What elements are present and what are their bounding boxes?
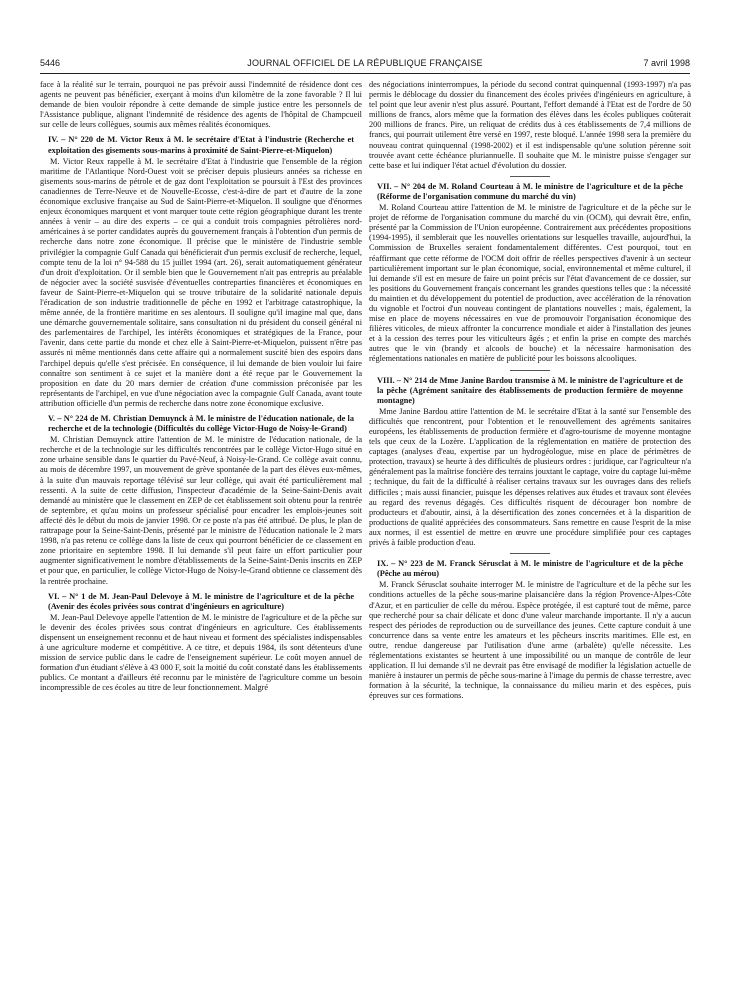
question-title: VI. – N° 1 de M. Jean-Paul Delevoye à M. le ministre de l'agriculture et de la pêche (Avenir des écoles privées sous contrat d'ingénieurs en agriculture): [48, 591, 354, 611]
question-title: V. – N° 224 de M. Christian Demuynck à M. le ministre de l'éducation nationale, de la recherche et de la technologie (Difficultés du collège Victor-Hugo de Noisy-le-Grand): [48, 414, 354, 434]
section-divider: [510, 176, 550, 177]
journal-title: JOURNAL OFFICIEL DE LA RÉPUBLIQUE FRANÇAISE: [247, 58, 483, 68]
right-column: [369, 80, 691, 980]
question-body: M. Roland Courteau attire l'attention de M. le ministre de l'agriculture et de la pêche sur le projet de réforme de l'organisation commune du marché du vin (OCM), qui devrait être, enfin, présenté par la Commission de l'Union européenne. Contrairement aux précédentes propositions (1994-1995), il semblerait que les nouvelles orientations sur lesquelles travaille, aujourd'hui, la Commission de Bruxelles seraient fondamentalement différentes. C'est pourquoi, tout en réaffirmant que cette réforme de l'OCM doit offrir de réelles perspectives d'avenir à un secteur particulièrement important sur le plan économique, social, environnemental et même culturel, il lui demande s'il est en mesure de faire un point précis sur l'état d'avancement de ce dossier, sur les positions du Gouvernement français concernant les grandes questions telles que : la nécessité du maintien et du développement du potentiel de production, avec accélération de la rénovation du vignoble et l'octroi d'un nouveau contingent de plantations nouvelles ; mais, également, la mise en place de moyens nécessaires en vue de promouvoir l'organisation économique des filières viticoles, de mieux affronter la concurrence mondiale et aider à l'installation des jeunes et à la cession des terres pour les viticulteurs âgés ; et enfin la prise en compte des marchés autres que le vin (brandy et alcools de bouche) et la nécessaire harmonisation des réglementations nationales en matière de publicité pour les boissons alcooliques.: [369, 203, 691, 364]
issue-date: 7 avril 1998: [643, 58, 690, 68]
question-body: M. Victor Reux rappelle à M. le secrétaire d'Etat à l'industrie que l'ensemble de la région maritime de l'Atlantique Nord-Ouest voit se préciser depuis plusieurs années sa richesse en gisements sous-marins de pétrole et de gaz dont l'exploitation se poursuit à l'Est des provinces canadiennes de Terre-Neuve et de Nouvelle-Ecosse, c'est-à-dire de part et d'autre de la zone économique exclusive française au Sud de Saint-Pierre-et-Miquelon. Il souligne que d'énormes enjeux économiques marquent et vont marquer toute cette région géographique durant les trente années à venir – au dire des experts – ce qui a conduit trois compagnies pétrolières nord-américaines à se porter candidates auprès du gouvernement français à l'obtention d'un permis de recherche dans notre zone économique. Il précise que le ministère de l'industrie semble privilégier la compagnie Gulf Canada qui bénéficierait d'un permis exclusif de recherche, lequel, compte tenu de la loi n° 94-588 du 15 juillet 1994 (art. 26), serait automatiquement générateur d'un droit d'exploitation. Or il semble bien que le Gouvernement n'ait pas entrepris au préalable de négocier avec la société susvisée d'éventuelles contreparties financières et économiques en faveur de Saint-Pierre-et-Miquelon qui se trouve tributaire de la solidarité nationale depuis l'éradication de son industrie traditionnelle de pêche en 1992 et l'arbitrage catastrophique, la même année, de la frontière maritime en ses alentours. Il souligne qu'il imagine mal que, dans une démarche gouvernementale solitaire, sans consultation ni du président du conseil général ni des parlementaires de l'archipel, les intérêts économiques et stratégiques de la France, pour l'avenir, dans cette partie du monde et chez elle à Saint-Pierre-et-Miquelon, puissent n'être pas assurés ni même mentionnés dans cette affaire qui a normalement suscité bien des espoirs dans l'archipel depuis qu'elle s'est précisée. En conséquence, il lui demande de bien vouloir lui faire connaître son sentiment à ce sujet et la manière dont a été reçue par le Gouvernement la proposition en date du 20 mars dernier de création d'une commission préconisée par les représentants de l'archipel, en vue d'une négociation avec la compagnie Gulf Canada, avant toute attribution officielle d'un permis de recherche dans notre zone économique exclusive.: [40, 156, 362, 408]
question-body: M. Jean-Paul Delevoye appelle l'attention de M. le ministre de l'agriculture et de la pêche sur le devenir des écoles privées sous contrat d'ingénieurs en agriculture. Ces établissements dispensent un enseignement reconnu et de haut niveau et forment des spécialistes indispensables à une agriculture moderne et compétitive. A ce titre, et depuis 1984, ils sont détenteurs d'une mission de service public dans le cadre de l'enseignement supérieur. Le coût moyen annuel de formation d'un étudiant s'élève à 43 000 F, soit la moitié du coût constaté dans les établissements publics. Ce montant a d'ailleurs été reconnu par le ministère de l'agriculture comme un besoin incompressible de ces écoles au titre de leur fonctionnement. Malgré: [40, 612, 362, 693]
page-number: 5446: [40, 58, 61, 68]
question-title: IX. – N° 223 de M. Franck Sérusclat à M. le ministre de l'agriculture et de la pêche (Pêche au mérou): [377, 559, 683, 579]
question-title: VIII. – N° 214 de Mme Janine Bardou transmise à M. le ministre de l'agriculture et de la pêche (Agrément sanitaire des établissements de production fermière de moyenne montagne): [377, 375, 683, 405]
question-body: M. Christian Demuynck attire l'attention de M. le ministre de l'éducation nationale, de la recherche et de la technologie sur les difficultés rencontrées par le collège Victor-Hugo situé en zone urbaine sensible dans le quartier du Pavé-Neuf, à Noisy-le-Grand. Ce collège avait connu, au mois de décembre 1997, un mouvement de grève spontanée de la part des élèves eux-mêmes, à la suite d'un mauvais reportage télévisé sur leur collège, qui avait été particulièrement mal ressenti. A la suite de cette diffusion, l'inspecteur d'académie de la Seine-Saint-Denis avait demandé au ministère que le classement en ZEP de cet établissement soit obtenu pour la rentrée de septembre, et qu'au moins un professeur spécialisé pour encadrer les emplois-jeunes soit affecté dès le début du mois de janvier 1998. Or ce poste n'a pas été attribué. De plus, le plan de rattrapage pour la Seine-Saint-Denis, présenté par le ministre de l'éducation nationale le 2 mars 1998, n'a pas retenu ce collège dans la liste de ceux qui pourront bénéficier de ce classement en zone prioritaire en septembre 1998. Il lui demande s'il peut faire un effort particulier pour augmenter significativement le nombre d'établissements de la Seine-Saint-Denis inscrits en ZEP et pour que, en particulier, le collège Victor-Hugo de Noisy-le-Grand obtienne ce classement dès la rentrée prochaine.: [40, 435, 362, 586]
section-divider: [510, 553, 550, 554]
question-title: VII. – N° 204 de M. Roland Courteau à M. le ministre de l'agriculture et de la pêche (Réforme de l'organisation commune du marché du vin): [377, 181, 683, 201]
question-body: Mme Janine Bardou attire l'attention de M. le secrétaire d'Etat à la santé sur l'ensemble des difficultés que rencontrent, pour l'obtention et le renouvellement des agréments sanitaires européens, les établissements de production fermière et d'agro-tourisme de moyenne montagne tels que ceux de la Lozère. L'application de la réglementation en matière de protection des captages (analyses d'eau, expertise par un hydrogéologue, mise en place de périmètres de protection, travaux) se heurte à des difficultés de plusieurs ordres : juridique, car l'agriculteur n'a généralement pas la maîtrise foncière des terrains jouxtant le captage, voire du captage lui-même ; technique, du fait de la difficulté à réaliser certains travaux sur les ouvrages dans des reliefs difficiles ; mais aussi financier, puisque les dépenses relatives aux études et travaux sont élevées au regard des revenus dégagés. Ces difficultés risquent de décourager bon nombre de producteurs et d'aboutir, ainsi, à la désertification des zones concernées et à la disparition de productions de qualité appréciées des consommateurs. Sans remettre en cause l'esprit de la mise aux normes, il est essentiel de mettre en œuvre une procédure simplifiée pour ces captages privés à faible production d'eau.: [369, 406, 691, 548]
question-body: face à la réalité sur le terrain, pourquoi ne pas prévoir aussi l'indemnité de résidence dont ces agents ne peuvent pas bénéficier, exerçant à moins d'un kilomètre de la zone favorable ? Il lui demande de bien vouloir répondre à cette demande de simple justice entre les personnels de l'Assistance publique, alignant l'indemnité de résidence des agents de l'hôpital de Champcueil sur celle de leurs collègues, soumis aux mêmes réalités économiques.: [40, 80, 362, 130]
left-column: [40, 80, 362, 980]
page-header: [40, 58, 690, 72]
question-title: IV. – N° 220 de M. Victor Reux à M. le secrétaire d'Etat à l'industrie (Recherche et exploitation des gisements sous-marins à proximité de Saint-Pierre-et-Miquelon): [48, 135, 354, 155]
question-body: M. Franck Sérusclat souhaite interroger M. le ministre de l'agriculture et de la pêche sur les conditions actuelles de la pêche sous-marine plaisancière dans la région Provence-Alpes-Côte d'Azur, et en particulier de celle du mérou. Espèce protégée, il est capturé tout de même, parce que recherché pour sa chair délicate et donc d'une valeur marchande importante. Il n'y a aucun respect des périodes de reproduction ou de surveillance des jeunes. Cette capture conduit à une concurrence dans sa vente entre les amateurs et les pêcheurs inscrits maritimes. Elle est, en outre, rendue dangereuse par l'utilisation d'une arme (arbalète) qu'elle nécessite. Les réglementations existantes se heurtent à une impossibilité ou un manque de contrôle de leur application. Il lui demande s'il ne devrait pas être envisagé de modifier la législation actuelle de manière à instaurer un permis de pêche sous-marine à l'image du permis de chasse terrestre, avec formation à la sécurité, la technique, la connaissance du milieu marin et des espèces, puis épreuves sur ces formations.: [369, 580, 691, 701]
header-rule: [40, 73, 690, 74]
section-divider: [510, 370, 550, 371]
question-body: des négociations ininterrompues, la période du second contrat quinquennal (1993-1997) n'a pas permis le déblocage du dossier du financement des écoles privées d'ingénieurs en agriculture, à tel point que leur avenir n'est plus assuré. Pourtant, l'effort demandé à l'Etat est de l'ordre de 50 millions de francs, alors même que la formation des élèves dans les écoles publiques coûterait 200 millions de francs. Pire, un reliquat de crédits dus à ces établissements de 7,4 millions de francs, qui pourrait utilement être versé en 1997, reste bloqué. L'année 1998 sera la première du nouveau contrat quinquennal (1998-2002) et il est indispensable qu'une solution pérenne soit trouvée avant cette échéance pluriannuelle. Il souhaite que M. le ministre puisse s'engager sur cette base et lui indiquer l'état actuel d'évolution du dossier.: [369, 80, 691, 170]
